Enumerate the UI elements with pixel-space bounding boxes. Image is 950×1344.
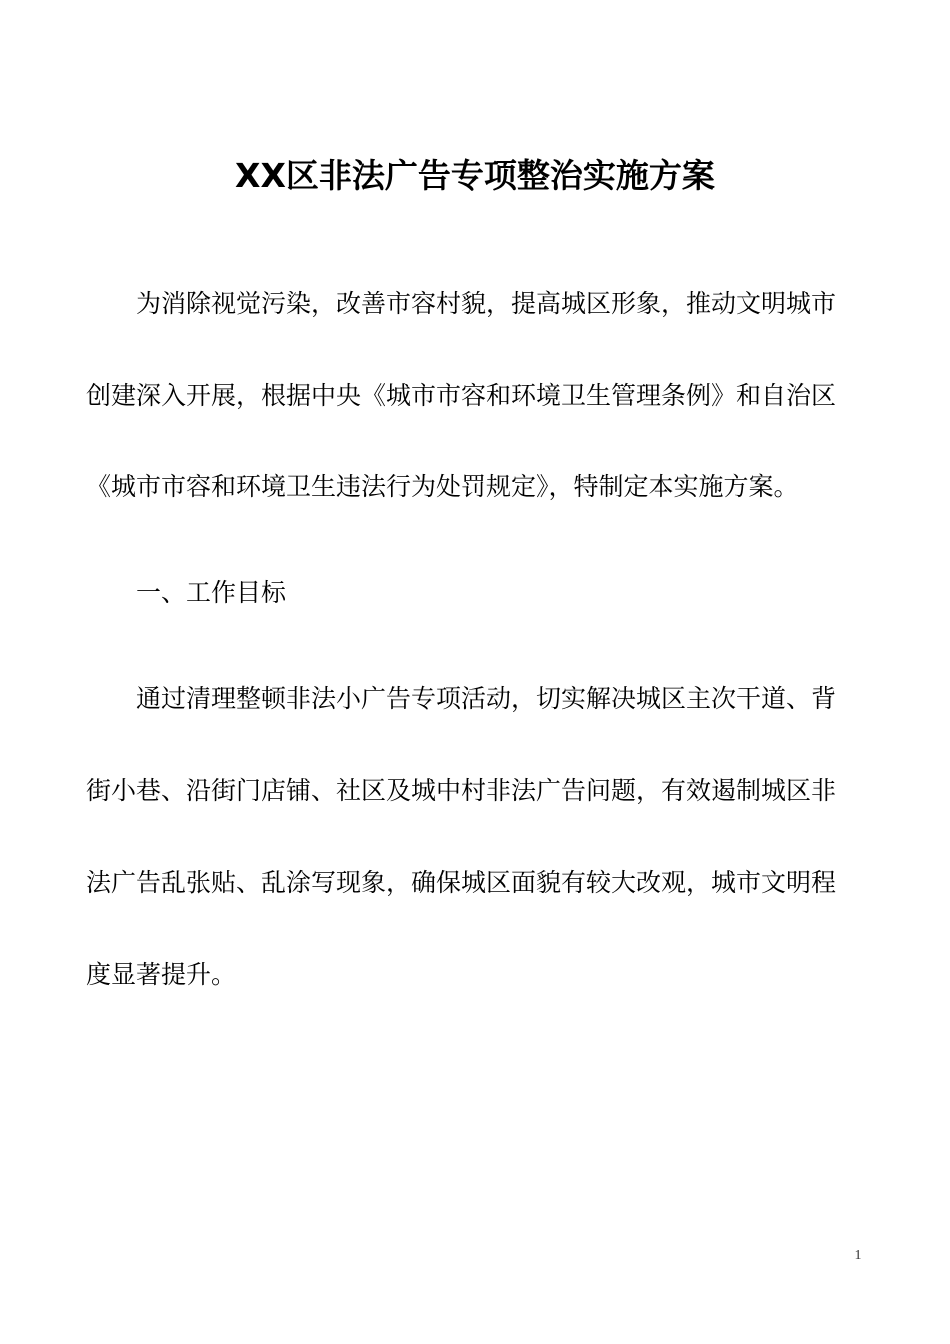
document-title: XX区非法广告专项整治实施方案 xyxy=(235,156,715,195)
paragraph-line: 为消除视觉污染，改善市容村貌，提高城区形象，推动文明城市 xyxy=(136,289,837,318)
paragraph-line: 创建深入开展，根据中央《城市市容和环境卫生管理条例》和自治区 xyxy=(86,381,837,410)
paragraph-line: 街小巷、沿街门店铺、社区及城中村非法广告问题，有效遏制城区非 xyxy=(86,776,837,805)
paragraph-line: 法广告乱张贴、乱涂写现象，确保城区面貌有较大改观，城市文明程 xyxy=(86,868,837,897)
section-heading: 一、工作目标 xyxy=(136,578,287,607)
paragraph-line: 通过清理整顿非法小广告专项活动，切实解决城区主次干道、背 xyxy=(136,684,837,713)
page-number: 1 xyxy=(854,1248,862,1263)
paragraph-line: 《城市市容和环境卫生违法行为处罚规定》，特制定本实施方案。 xyxy=(86,472,799,501)
paragraph-line: 度显著提升。 xyxy=(86,960,237,989)
